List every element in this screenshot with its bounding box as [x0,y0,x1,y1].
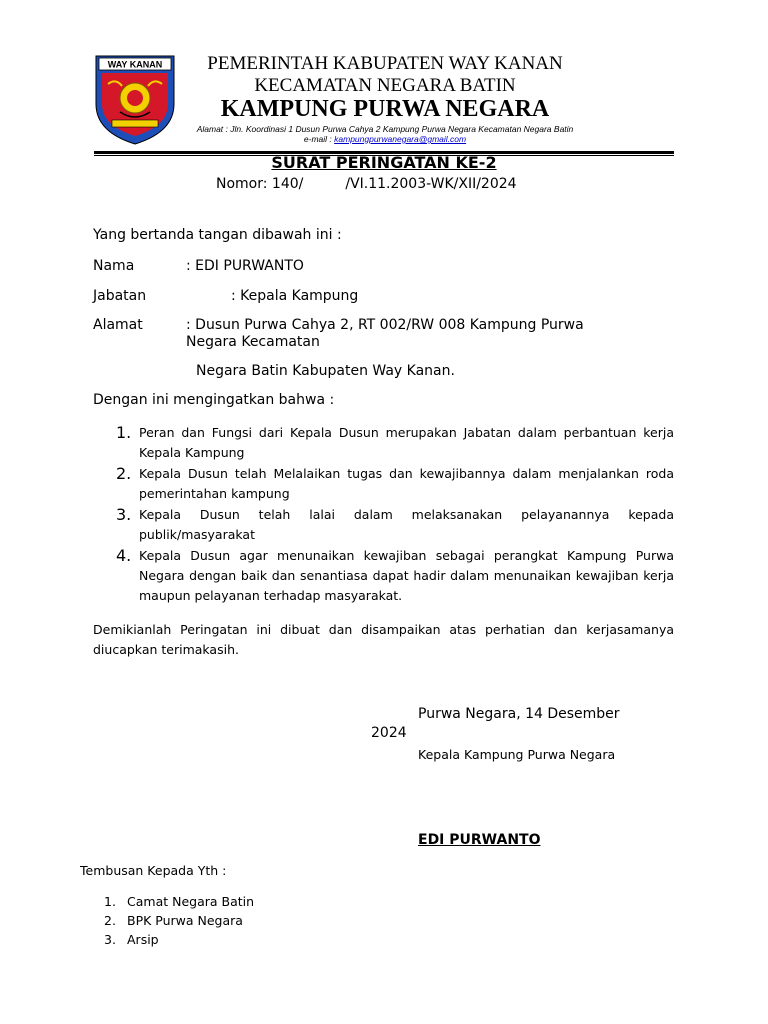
point-number: 2. [116,464,132,483]
emblem-ribbon [112,120,158,127]
field-value-alamat-line-3: Negara Batin Kabupaten Way Kanan. [196,363,455,379]
letterhead-line-1: PEMERINTAH KABUPATEN WAY KANAN [207,53,563,74]
field-label-alamat: Alamat [93,317,143,333]
letter-number-suffix: /VI.11.2003-WK/XII/2024 [345,176,517,192]
point-number: 3. [116,505,132,524]
tembusan-heading: Tembusan Kepada Yth : [80,863,227,878]
email-label: e-mail : [303,134,335,144]
tembusan-number: 1. [104,894,116,909]
letter-number-prefix: Nomor: 140/ [216,176,304,192]
signature-name: EDI PURWANTO [418,832,541,848]
point-line: publik/masyarakat [139,527,255,542]
email-link[interactable]: kampungpurwanegara@gmail.com [334,134,467,144]
point-line: Kepala Dusun telah Melalaikan tugas dan kewajibannya dalam menjalankan roda [139,466,674,481]
signature-year: 2024 [371,725,407,741]
closing-line: Demikianlah Peringatan ini dibuat dan disampaikan atas perhatian dan kerjasamanya [93,622,674,637]
letterhead-address: Alamat : Jln. Koordinasi 1 Dusun Purwa Cahya 2 Kampung Purwa Negara Kecamatan Negara Batin [196,124,574,134]
field-label-nama: Nama [93,258,135,274]
point-line: Peran dan Fungsi dari Kepala Dusun merupakan Jabatan dalam perbantuan kerja [139,425,674,440]
point-line: maupun pelayanan terhadap masyarakat. [139,588,403,603]
field-value-jabatan: : Kepala Kampung [231,288,359,304]
point-line: pemerintahan kampung [139,486,290,501]
point-line: Negara dengan baik dan senantiasa dapat hadir dalam menunaikan kewajiban kerja [139,568,674,583]
point-line: Kepala Kampung [139,445,245,460]
emblem-banner-text: WAY KANAN [107,59,163,70]
letterhead-email-row [185,134,585,144]
tembusan-item: BPK Purwa Negara [127,913,243,928]
tembusan-number: 3. [104,932,116,947]
field-value-alamat-line-1: : Dusun Purwa Cahya 2, RT 002/RW 008 Kampung Purwa [186,317,584,333]
letterhead-line-2: KECAMATAN NEGARA BATIN [254,75,516,96]
point-number: 4. [116,546,132,565]
field-value-nama: : EDI PURWANTO [186,258,304,274]
tembusan-item: Arsip [127,932,159,947]
field-label-jabatan: Jabatan [93,288,147,304]
point-item [139,464,674,504]
closing-line: diucapkan terimakasih. [93,642,239,657]
point-line: Kepala Dusun agar menunaikan kewajiban sebagai perangkat Kampung Purwa [139,548,674,563]
tembusan-number: 2. [104,913,116,928]
tembusan-item: Camat Negara Batin [127,894,255,909]
warning-intro: Dengan ini mengingatkan bahwa : [93,392,335,408]
letterhead-line-3: KAMPUNG PURWA NEGARA [220,96,550,122]
signature-position: Kepala Kampung Purwa Negara [418,747,616,762]
field-value-alamat-line-2: Negara Kecamatan [186,334,320,350]
point-number: 1. [116,423,132,442]
point-item [139,505,674,545]
point-item [139,546,674,606]
point-line: Kepala Dusun telah lalai dalam melaksanakan pelayanannya kepada [139,507,674,522]
intro-text: Yang bertanda tangan dibawah ini : [93,227,342,243]
signature-place-date: Purwa Negara, 14 Desember [418,706,620,722]
letter-number [216,176,517,192]
point-item [139,423,674,463]
way-kanan-emblem [94,54,176,146]
letter-title: SURAT PERINGATAN KE-2 [271,153,497,172]
closing-paragraph [93,620,674,660]
